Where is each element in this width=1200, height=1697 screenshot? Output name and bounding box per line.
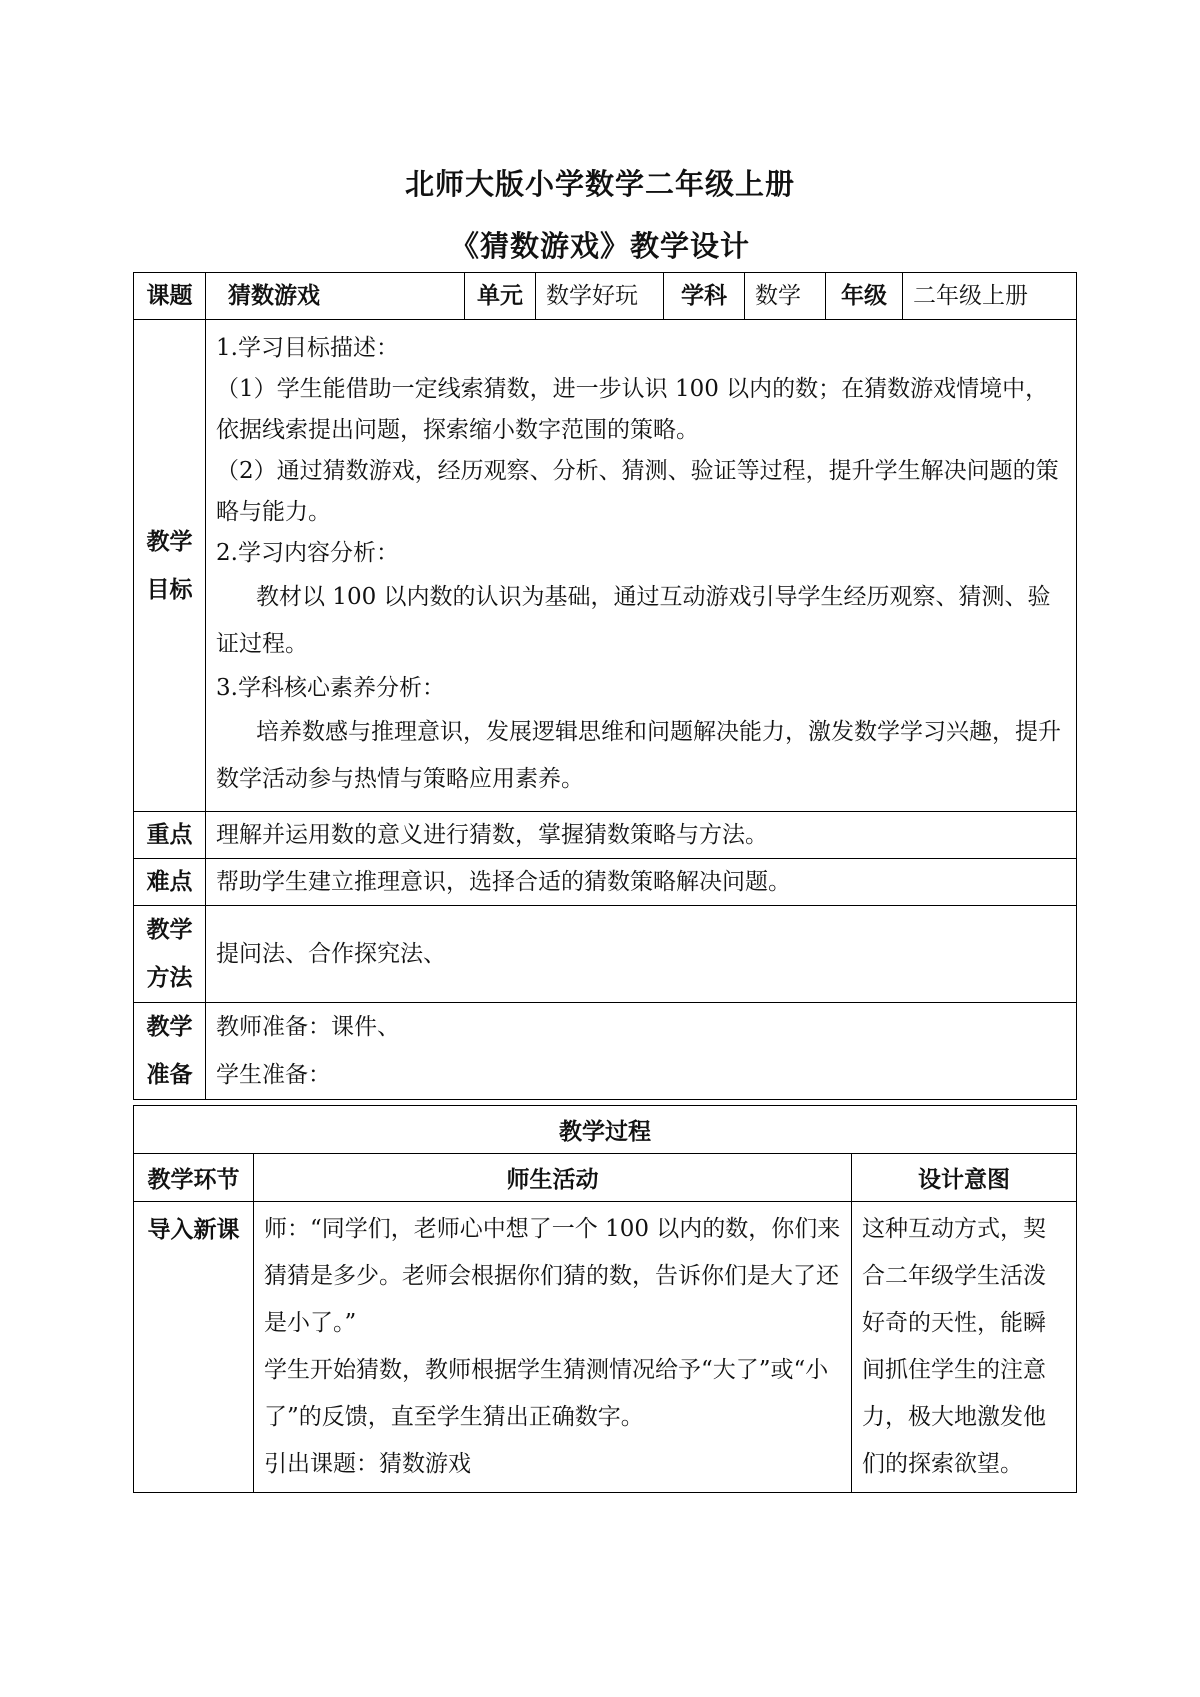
grade-label: 年级 — [826, 273, 903, 320]
column-header-stage: 教学环节 — [134, 1154, 254, 1202]
activity-paragraph: 师：“同学们，老师心中想了一个 100 以内的数，你们来猜猜是多少。老师会根据你们猜的数，告诉你们是大了还是小了。” — [264, 1216, 841, 1336]
activity-paragraph: 引出课题：猜数游戏 — [264, 1451, 471, 1477]
lesson-info-table — [133, 272, 1077, 1100]
intent-cell: 这种互动方式，契合二年级学生活泼好奇的天性，能瞬间抓住学生的注意力，极大地激发他们的探索欲望。 — [852, 1202, 1077, 1493]
method-row — [134, 906, 1077, 1003]
unit-value: 数学好玩 — [536, 273, 664, 320]
stage-cell: 导入新课 — [134, 1202, 254, 1493]
goals-label-line1: 教学 — [146, 527, 193, 555]
key-point-value: 理解并运用数的意义进行猜数，掌握猜数策略与方法。 — [206, 812, 1077, 859]
method-value: 提问法、合作探究法、 — [206, 906, 1077, 1003]
table-row — [134, 1202, 1077, 1493]
key-point-label: 重点 — [134, 812, 206, 859]
prep-teacher: 教师准备：课件、 — [216, 1014, 400, 1040]
goals-label — [134, 320, 206, 812]
goals-content — [206, 320, 1077, 812]
goals-paragraph-3: 教材以 100 以内数的认识为基础，通过互动游戏引导学生经历观察、猜测、验证过程。 — [216, 584, 1051, 657]
grade-value: 二年级上册 — [903, 273, 1077, 320]
unit-label: 单元 — [465, 273, 536, 320]
goals-heading-2: 2.学习内容分析： — [216, 540, 399, 566]
topic-row — [134, 273, 1077, 320]
topic-value: 猜数游戏 — [206, 273, 465, 320]
goals-paragraph-1: （1）学生能借助一定线索猜数，进一步认识 100 以内的数；在猜数游戏情境中，依据线索提出问题，探索缩小数字范围的策略。 — [216, 376, 1049, 443]
goals-heading-1: 1.学习目标描述： — [216, 335, 399, 361]
prep-content — [206, 1003, 1077, 1100]
column-header-intent: 设计意图 — [852, 1154, 1077, 1202]
prep-row — [134, 1003, 1077, 1100]
activity-cell — [254, 1202, 852, 1493]
method-label-line2: 方法 — [146, 964, 193, 991]
activity-paragraph: 学生开始猜数，教师根据学生猜测情况给予“大了”或“小了”的反馈，直至学生猜出正确数字。 — [264, 1357, 829, 1430]
process-header-row — [134, 1154, 1077, 1202]
process-title-row — [134, 1106, 1077, 1154]
method-label — [134, 906, 206, 1003]
prep-student: 学生准备： — [216, 1062, 331, 1088]
difficulty-row — [134, 859, 1077, 906]
document-subtitle: 《猜数游戏》教学设计 — [449, 229, 750, 263]
goals-row — [134, 320, 1077, 812]
subject-value: 数学 — [745, 273, 826, 320]
difficulty-value: 帮助学生建立推理意识，选择合适的猜数策略解决问题。 — [206, 859, 1077, 906]
goals-heading-3: 3.学科核心素养分析： — [216, 675, 445, 701]
goals-label-line2: 目标 — [146, 575, 193, 603]
teaching-process-table — [133, 1105, 1077, 1493]
prep-label-line1: 教学 — [146, 1013, 193, 1040]
difficulty-label: 难点 — [134, 859, 206, 906]
goals-paragraph-4: 培养数感与推理意识，发展逻辑思维和问题解决能力，激发数学学习兴趣，提升数学活动参与热情与策略应用素养。 — [216, 719, 1061, 792]
goals-paragraph-2: （2）通过猜数游戏，经历观察、分析、猜测、验证等过程，提升学生解决问题的策略与能力。 — [216, 458, 1059, 525]
prep-label — [134, 1003, 206, 1100]
column-header-activity: 师生活动 — [254, 1154, 852, 1202]
prep-label-line2: 准备 — [146, 1061, 193, 1088]
subject-label: 学科 — [664, 273, 745, 320]
method-label-line1: 教学 — [146, 916, 193, 943]
key-point-row — [134, 812, 1077, 859]
document-title: 北师大版小学数学二年级上册 — [404, 167, 795, 201]
process-title: 教学过程 — [134, 1106, 1077, 1154]
topic-label: 课题 — [134, 273, 206, 320]
